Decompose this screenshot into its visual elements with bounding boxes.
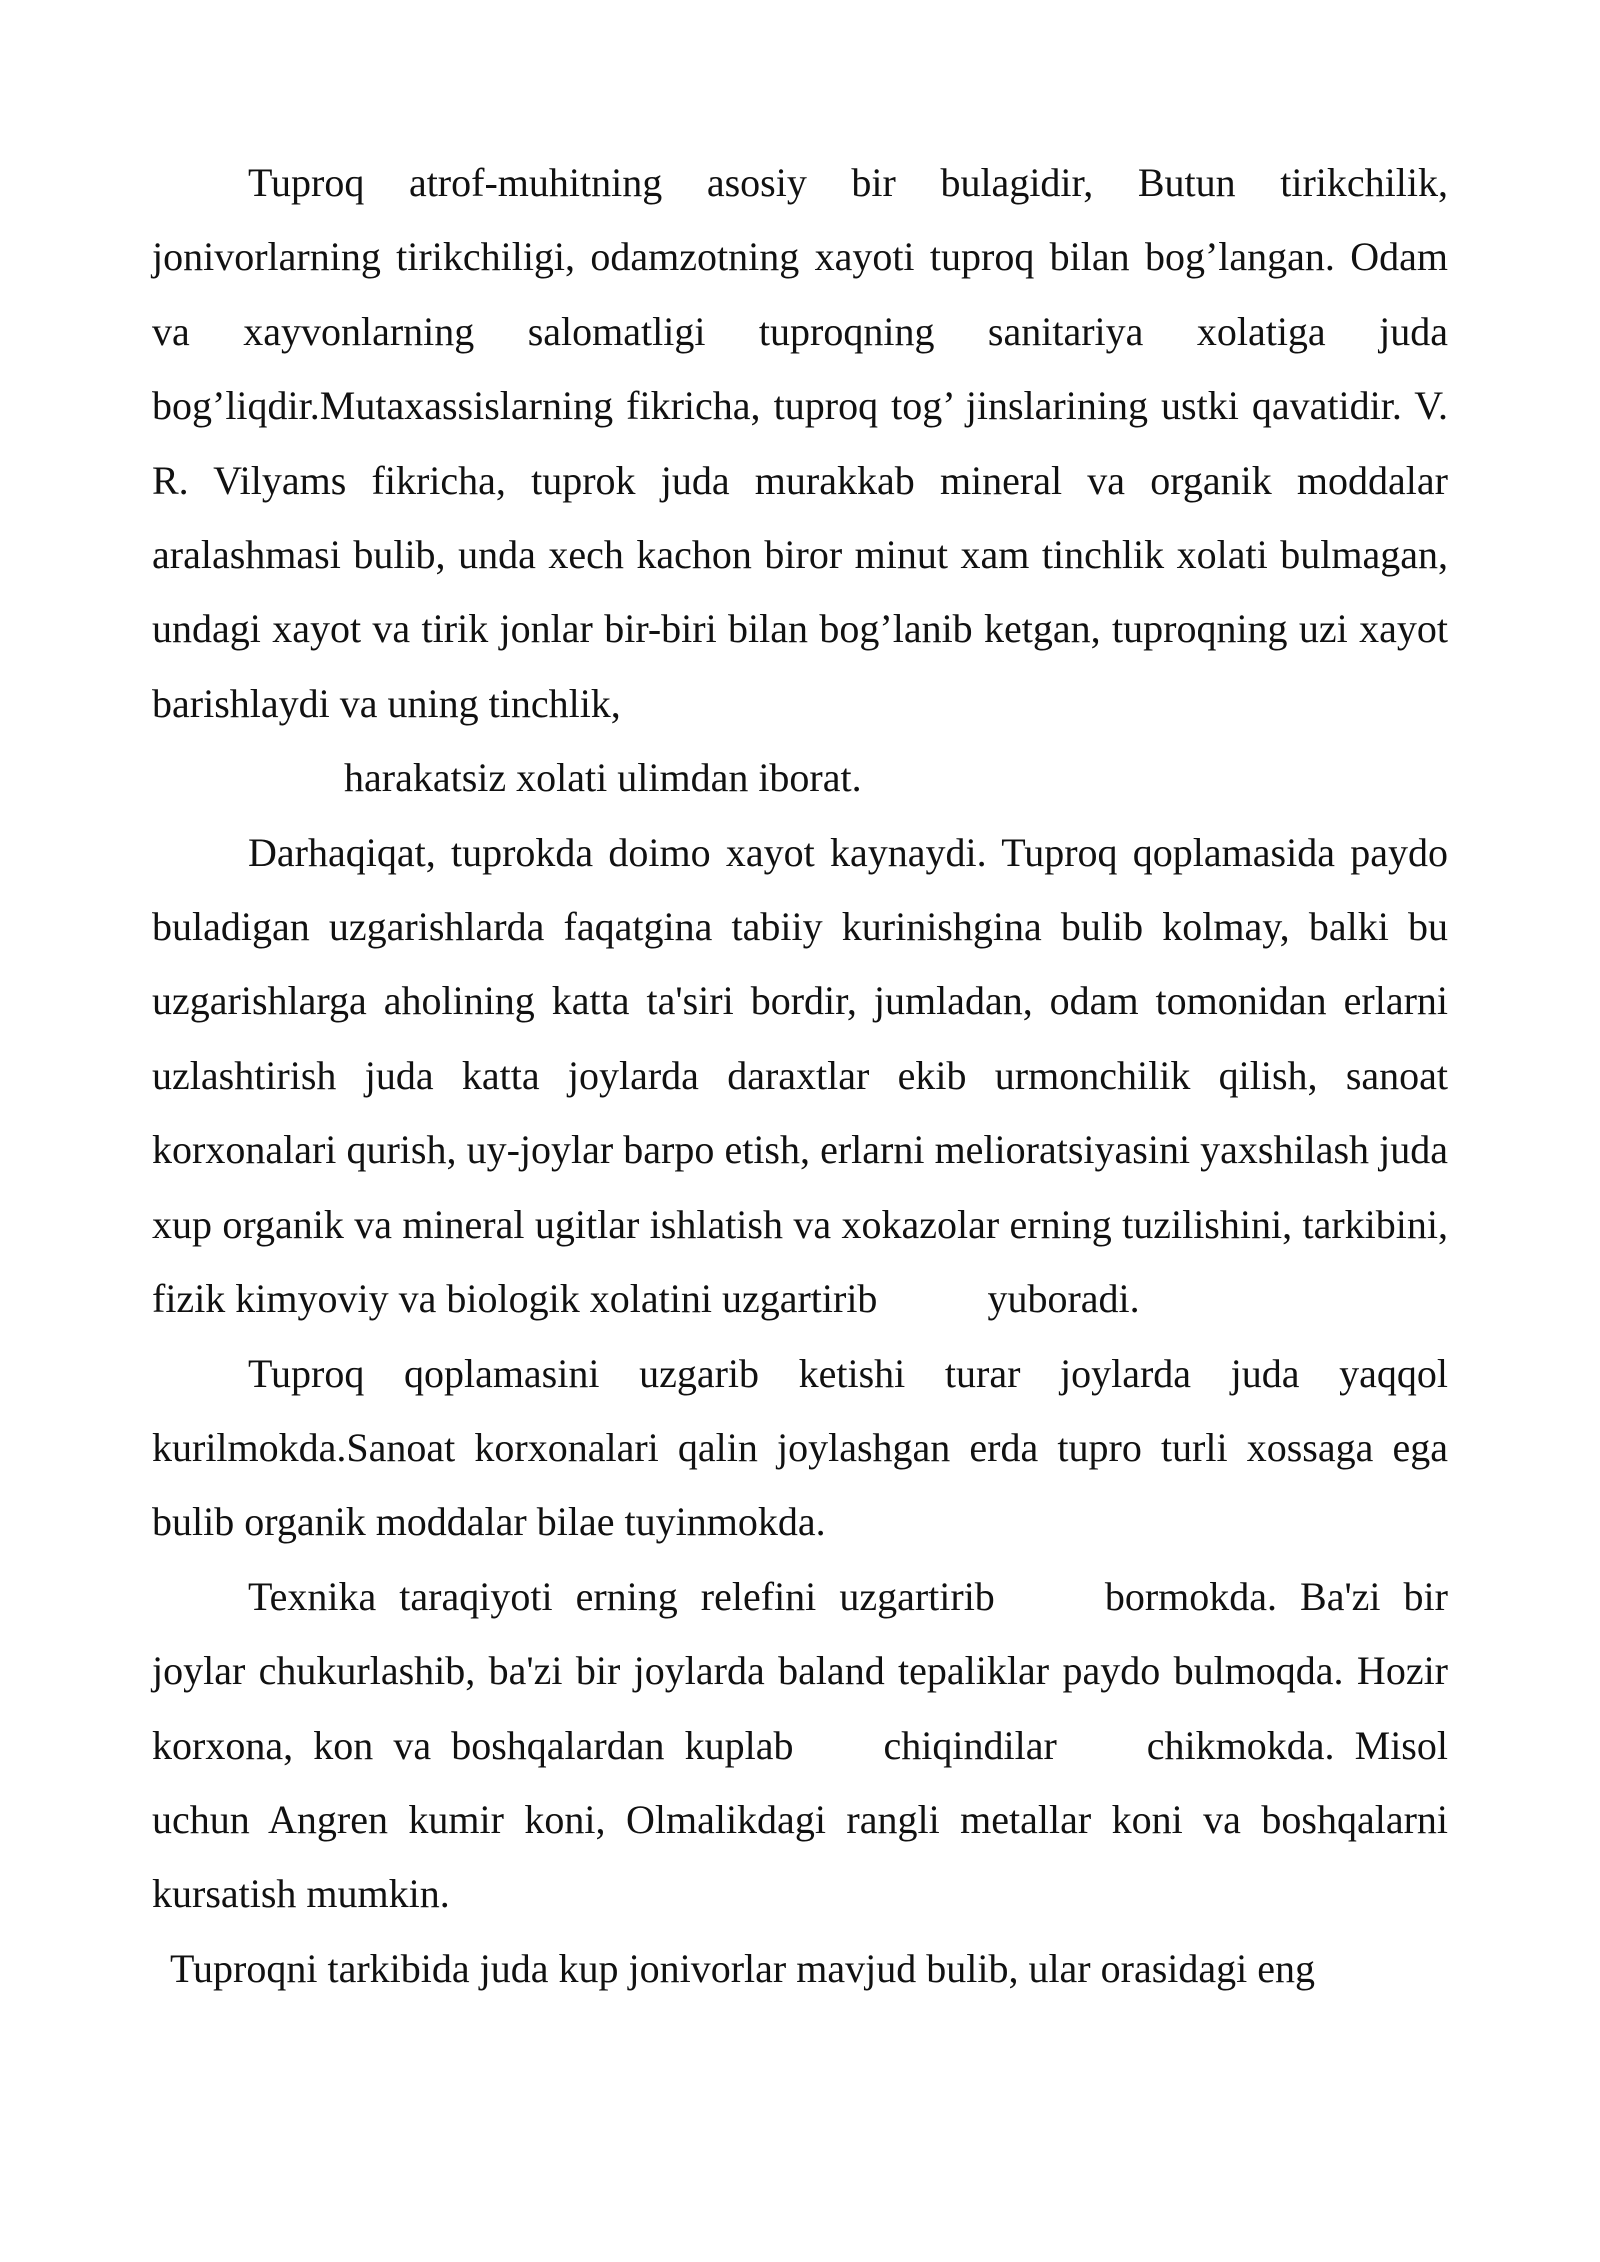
- paragraph-5: [152, 1932, 1448, 2006]
- paragraph-1: [152, 146, 1448, 816]
- paragraph-4-text-b: bormokda. Ba'zi bir joylar chukurlashib, ba'zi bir joylarda baland tepaliklar paydo bulmoqda. Hozir korxona, kon va boshqalardan kuplab: [152, 1573, 1448, 1768]
- paragraph-2-text: Darhaqiqat, tuprokda doimo xayot kaynaydi. Tuproq qoplamasida paydo buladigan uzgarishlarda faqatgina tabiiy kurinishgina bulib kolmay, balki bu uzgarishlarga aholining katta ta'siri bordir, jumladan, odam tomonidan erlarni uzlashtirish juda katta joylarda daraxtlar ekib urmonchilik qilish, sanoat korxonalari qurish, uy-joylar barpo etish, erlarni melioratsiyasini yaxshilash juda xup organik va mineral ugitlar ishlatish va xokazolar erning tuzilishini, tarkibini, fizik kimyoviy va biologik xolatini uzgartirib: [152, 829, 1448, 1322]
- paragraph-4-text-a: Texnika taraqiyoti erning relefini uzgartirib: [248, 1573, 995, 1619]
- paragraph-4-text-c: chiqindilar: [883, 1722, 1057, 1768]
- paragraph-4: [152, 1560, 1448, 1932]
- paragraph-5-text: Tuproqni tarkibida juda kup jonivorlar mavjud bulib, ular orasidagi eng: [170, 1945, 1315, 1991]
- document-page: [152, 146, 1448, 2006]
- paragraph-1-text: Tuproq atrof-muhitning asosiy bir bulagidir, Butun tirikchilik, jonivorlarning tirikchiligi, odamzotning xayoti tuproq bilan bog’langan. Odam va xayvonlarning salomatligi tuproqning sanitariya xolatiga juda bog’liqdir.Mutaxassislarning fikricha, tuproq tog’ jinslarining ustki qavatidir. V. R. Vilyams fikricha, tuprok juda murakkab mineral va organik moddalar aralashmasi bulib, unda xech kachon biror minut xam tinchlik xolati bulmagan, undagi xayot va tirik jonlar bir-biri bilan bog’lanib ketgan, tuproqning uzi xayot barishlaydi va uning tinchlik,: [152, 160, 1448, 726]
- paragraph-4-text-d: chikmokda. Misol uchun Angren kumir koni, Olmalikdagi rangli metallar koni va boshqalarni kursatish mumkin.: [152, 1722, 1448, 1917]
- paragraph-1-last-line: harakatsiz xolati ulimdan iborat.: [344, 755, 862, 801]
- paragraph-2: [152, 816, 1448, 1337]
- paragraph-3-text: Tuproq qoplamasini uzgarib ketishi turar joylarda juda yaqqol kurilmokda.Sanoat korxonalari qalin joylashgan erda tupro turli xossaga ega bulib organik moddalar bilae tuyinmokda.: [152, 1350, 1448, 1545]
- paragraph-3: [152, 1337, 1448, 1560]
- paragraph-2-tail: yuboradi.: [987, 1276, 1140, 1322]
